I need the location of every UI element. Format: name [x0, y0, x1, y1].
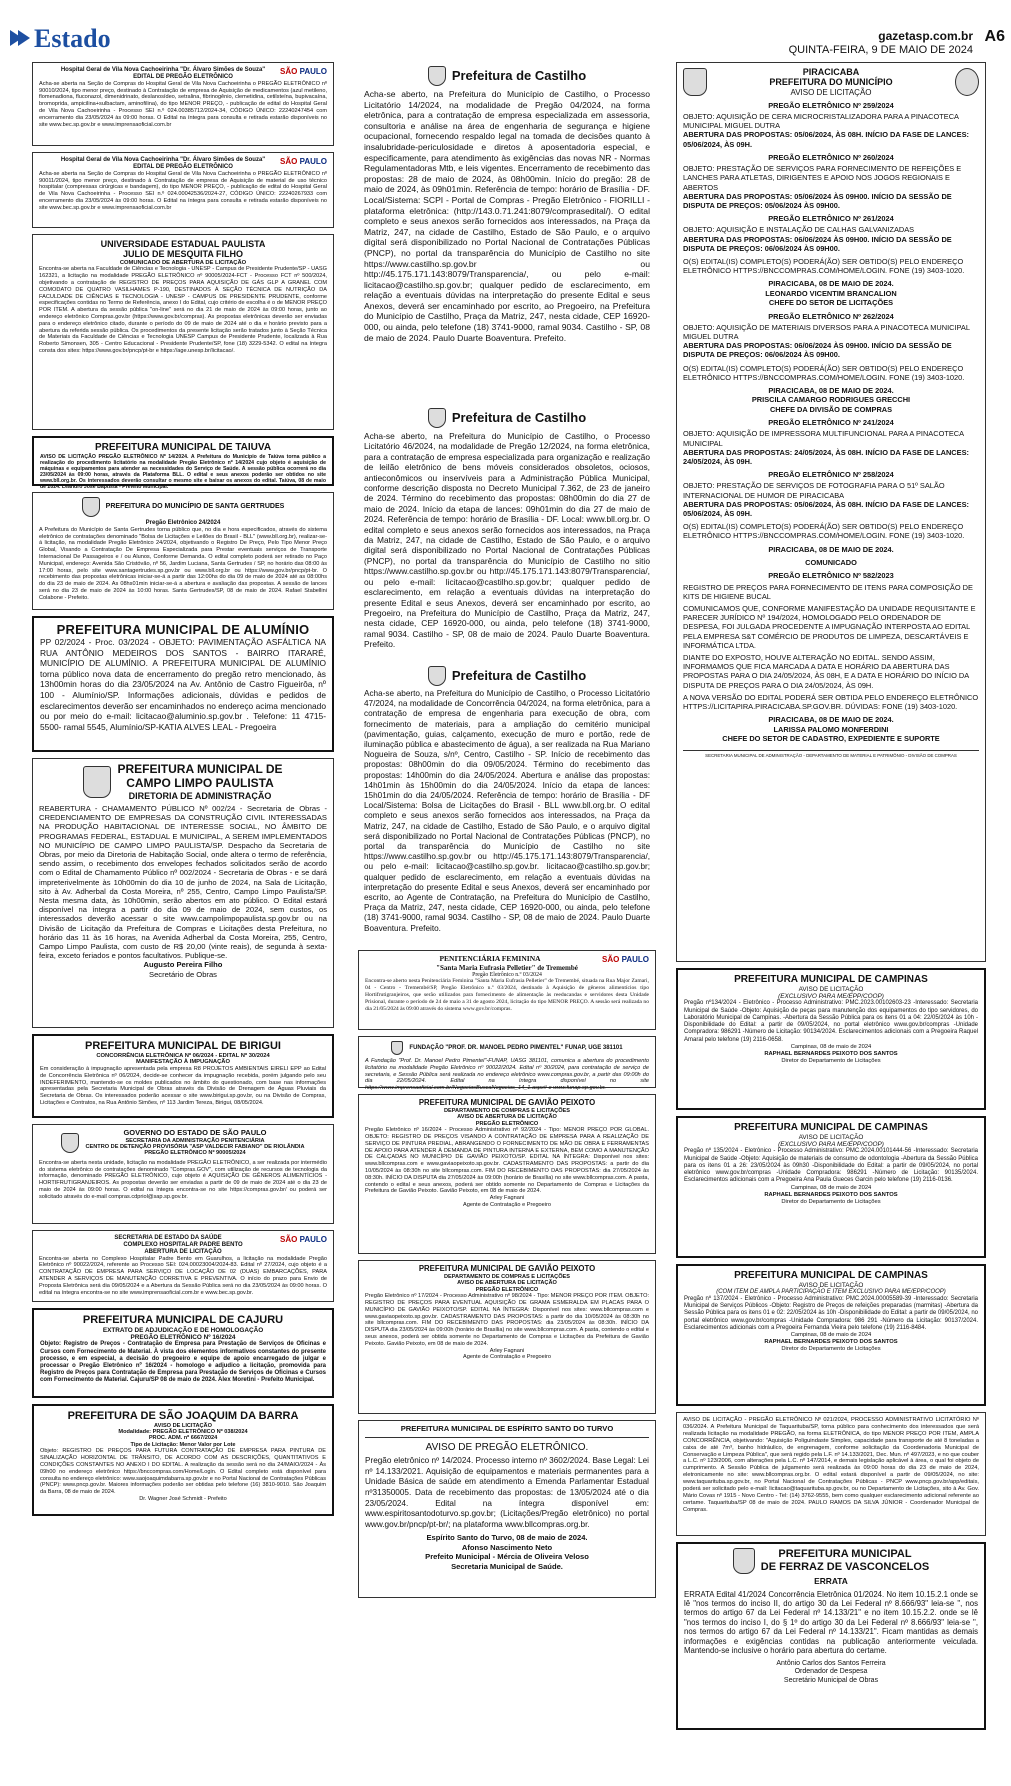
notice-header [39, 1129, 327, 1157]
signature-date: Espírito Santo do Turvo, 08 de maio de 2024. [426, 1533, 588, 1543]
notice-subtitle: Pregão Eletrônico n.º 03/2024 [472, 971, 542, 978]
notice-title: FUNDAÇÃO "PROF. DR. MANOEL PEDRO PIMENTEL" FUNAP, UGE 381101 [409, 1044, 623, 1051]
notice-subtitle: ERRATA [814, 1576, 848, 1586]
notice-subtitle: Tipo de Licitação: Menor Valor por Lote [130, 1441, 236, 1448]
signature-role: Ordenador de Despesa [794, 1668, 868, 1676]
notice-subtitle: DEPARTAMENTO DE COMPRAS E LICITAÇÕES [443, 1273, 571, 1280]
notice-subtitle: ABERTURA DE LICITAÇÃO [144, 1248, 222, 1255]
signature-role: Diretor do Departamento de Licitações [781, 1058, 881, 1064]
notice-title: PREFEITURA MUNICIPAL DE BIRIGUI [85, 1040, 281, 1052]
notice-text: Pregão Eletrônico nº 17/2024 - Processo Administrativo nº 98/2024 - Tipo: MENOR PREÇO POR ITEM. OBJETO: REGISTRO DE PREÇOS PARA EVENTUAL AQUISIÇÃO DE GRAMA ESMERALDA EM PLACAS PARA O MUNICÍPIO DE GAVIÃO PEIXOTO/SP. EDITAL NA ÍNTEGRA: Disponível nos sites: www.bllcompras.com e www.gaviaopeixoto.sp.gov.br. CADASTRAMENTO DAS PROPOSTAS: a partir do dia 10/05/2024 às 08:30h no site bllcompras.com. FIM DO RECEBIMENTO DAS PROPOSTAS: dia 23/05/2024 às 08:30h. INÍCIO DA DISPUTA dia 23/05/2024 às 09:00h (horário de Brasília) no site www.bllcompras.com. A pasta, contendo o edital e seus anexos, poderá ser obtida somente no Departamento de Compras e Licitações da Prefeitura de Gavião Peixoto. Gavião Peixoto, em 08 de maio de 2024. [365, 1293, 649, 1347]
signature-name: LARISSA PALOMO MONFERDINI [773, 724, 889, 734]
notice-header [684, 1548, 978, 1574]
notice-castilho-2 [358, 404, 656, 656]
signature-name: RAPHAEL BERNARDES PEIXOTO DOS SANTOS [764, 1051, 898, 1057]
header-info [789, 30, 973, 57]
notice-title: PREFEITURA MUNICIPAL DE CAMPINAS [734, 1270, 928, 1281]
coat-of-arms-icon [428, 66, 446, 86]
notice-title: Prefeitura de Castilho [451, 67, 587, 83]
pregao-582 [683, 571, 979, 711]
notice-text: Pregão nº 137/2024 - Eletrônico - Processo Administrativo: PMC.2024.00005589-39 -Interessado: Secretaria Municipal de Serviços Públicos -Objeto: Registro de Preços de refeições preparadas (marmitas) -Abertura da Sessão Pública para os itens 01 e 02: 22/05/2024 às 10h -Disponibilidade do Edital: a partir de 09/05/2024, no portal eletrônico www.gov.br/compras -Unidade Compradora: 986 291 -Número da Licitação: 90137/2024. Esclarecimentos adicionais com a Pregoeira Fernanda Vieira pelo telefone (19) 2116-8484. [684, 1295, 978, 1331]
pregao-object: OBJETO: PRESTAÇÃO DE SERVIÇOS PARA FORNECIMENTO DE REFEIÇÕES E LANCHES PARA ATLETAS, DIRIGENTES E APOIO NOS JOGOS REGIONAIS E ABERTOS [683, 164, 962, 192]
signature-name: RAPHAEL BERNARDES PEIXOTO DOS SANTOS [764, 1191, 898, 1198]
notice-subtitle: Pregão Eletrônico 24/2024 [145, 520, 221, 526]
notice-title: PREFEITURA DE SÃO JOAQUIM DA BARRA [67, 1410, 299, 1422]
pregao-dates: ABERTURA DAS PROPOSTAS: 24/05/2024, ÀS 08H. INÍCIO DA FASE DE LANCES: 24/05/2024, ÀS 09H. [683, 447, 969, 466]
notice-title: PREFEITURA MUNICIPAL DE ESPÍRITO SANTO DO TURVO [365, 1425, 649, 1438]
signature-name: RAPHAEL BERNARDES PEIXOTO DOS SANTOS [764, 1339, 898, 1346]
pregao-text: DIANTE DO EXPOSTO, HOUVE ALTERAÇÃO NO EDITAL. SENDO ASSIM, INFORMAMOS QUE FICA MARCADA A DATA E HORÁRIO DA ABERTURA DAS PROPOSTAS PARA O DIA 24/05/2024, ÀS 08H, E A DATA E HORÁRIO DO INÍCIO DA DISPUTA DE PREÇOS PARA O DIA 24/05/2024, ÀS 09H. [683, 653, 969, 690]
signature-role: Diretor do Departamento de Licitações [781, 1346, 881, 1353]
notice-text: ERRATA Edital 41/2024 Concorrência Eletrônica 01/2024. No item 10.15.2.1 onde se lê "nos termos do inciso II, do artigo 30 da Lei Federal nº 8.666/93" leia-se ", nos termos do artigo 67 da Lei Federal nº 14.133/21" e no item 10.15.2.2. onde se lê "nos termos do inciso I, do § 1º do artigo 30 da Lei Federal nº 8.666/93" leia-se ", nos termos do artigo 67 da Lei Federal nº 14.133/21". Ficam mantidas as demais informações e exigências contidas na publicação anteriormente veiculada. Mantendo-se inclusive o horário para abertura do certame. [684, 1589, 978, 1656]
coat-of-arms-icon [733, 1548, 755, 1574]
notice-title: PENITENCIÁRIA FEMININA [439, 954, 541, 963]
signature-name: Arley Fagnani [489, 1195, 525, 1202]
signature-name: Afonso Nascimento Neto [461, 1542, 553, 1552]
notice-subtitle: (COM ITEM DE AMPLA PARTICIPAÇÃO E ITEM EXCLUSIVO PARA ME/EPP/COOP) [716, 1288, 946, 1295]
notice-subtitle: (EXCLUSIVO PARA ME/EPP/COOP) [778, 1140, 884, 1148]
estado-logo-icon [8, 27, 32, 49]
coat-of-arms-icon [61, 1133, 79, 1153]
page-number: A6 [984, 28, 1005, 45]
pregao-object: REGISTRO DE PREÇOS PARA FORNECIMENTO DE ITENS PARA COMPOSIÇÃO DE KITS DE HIGIENE BUCAL [683, 582, 973, 601]
notice-castilho-1 [358, 62, 656, 398]
signature-date: PIRACICABA, 08 DE MAIO DE 2024. [768, 279, 894, 289]
notice-title: DE FERRAZ DE VASCONCELOS [760, 1561, 930, 1573]
notice-subtitle: MANIFESTAÇÃO À IMPUGNAÇÃO [136, 1059, 230, 1066]
notice-birigui [32, 1034, 334, 1118]
notice-text: REABERTURA - CHAMAMENTO PÚBLICO Nº 002/24 - Secretaria de Obras - CREDENCIAMENTO DE EMPRESAS DA CONSTRUÇÃO CIVIL INTERESSADAS NA PRODUÇÃO HABITACIONAL DE INTERESSE SOCIAL, NO ÂMBITO DE PROGRAMAS FEDERAL, ESTADUAL E MUNICIPAL, A SEREM IMPLEMENTADOS NO MUNICÍPIO DE CAMPO LIMPO PAULISTA/SP. Despacho da Secretaria de Obras, por meio da Diretoria de Habitação Social, onde altera o termo de referência, sendo assim, o recebimento dos envelopes fechados solicitados serão de acordo com o Edital de Chamamento Público nº 002/2024 - Secretaria de Obras - e se dará impreterivelmente às 10h00min do dia 10 de junho de 2024, na Sala de Licitação, sito à Av. Adherbal da Costa Moreira, nº 255, Centro, Campo Limpo Paulista/SP. Nesta mesma data, às 10h00min, serão abertos em ato público. O Edital estará disponível na íntegra a partir do dia 09 de maio de 2024, sem custos, os interessados deverão acessar o site www.campolimpopaulista.sp.gov.br ou na Divisão de Licitação da Prefeitura de Compras e Licitações desta Prefeitura, no horário das 11 às 16 horas, na Avenida Adherbal da Costa Moreira, 255, Centro, Campo Limpo Paulista, com custo de R$ 20,00 (vinte reais), de segunda à sexta-feira, exceto feriados e pontos facultativos. Publique-se. [39, 803, 327, 961]
pregao-text: COMUNICAMOS QUE, CONFORME MANIFESTAÇÃO DA UNIDADE REQUISITANTE E PARECER JURÍDICO Nº 194/2024, HOMOLOGADO PELO ORDENADOR DE DESPESA, FOI JULGADA PROCEDENTE A IMPUGNAÇÃO INTERPOSTA AO EDITAL PELA EMPRESA S&T COMÉRCIO DE PRODUTOS DE LIMPEZA, DESCARTÁVEIS E INFORMÁTICA LTDA. [683, 604, 976, 650]
notice-campinas-2 [676, 1116, 986, 1258]
notice-subtitle: CENTRO DE DETENÇÃO PROVISÓRIA "ASP VALDECIR FABIANO" DE RIOLÂNDIA [85, 1144, 305, 1151]
notice-taquarituba [676, 1412, 986, 1536]
notice-title: PREFEITURA DO MUNICÍPIO [769, 77, 893, 88]
notice-text: Acha-se aberta na Seção de Compras do Hospital Geral de Vila Nova Cachoeirinha o PREGÃO ELETRÔNICO nº 90011/2024, tipo menor preço, destinado à Contratação de empresa de Aquisição de material de uso técnico hospitalar (compressas cirúrgicas e bandagem), do tipo MENOR PREÇO, - publicação de edital do Hospital Geral de Vila Nova Cachoeirinha - Processo SEI n.º 024.00042536/2024-27, CÓDIGO ÚNICO: 22240267933 com encerramento dia 23/05/2024 às 09:00 horas. O Edital na íntegra para consulta e retirada estarão disponíveis no site www.bec.sp.gov.br e www.imprensaoficial.com.br [39, 170, 327, 211]
notice-subtitle: AVISO DE LICITAÇÃO [798, 985, 864, 993]
notice-title: Hospital Geral de Vila Nova Cachoeirinha "Dr. Álvaro Simões de Souza" [60, 67, 266, 73]
signature-name: LEONARDO VICENTIM BRANCALION [765, 288, 897, 298]
notice-title: Prefeitura de Castilho [451, 667, 587, 683]
coat-of-arms-icon [83, 766, 111, 798]
notice-text: Acha-se aberto, na Prefeitura do Município de Castilho, o Processo Licitatório 14/2024, na modalidade de Pregão 04/2024, na forma eletrônica, para a contratação de empresa especializada em assessoria, consultoria e análise na área de engenharia de segurança e higiene ocupacional, fornecendo respaldo legal na tomada de decisões quanto à insalubridade-periculosidade e diretos à aposentadoria especial, e especificamente, para atendimento às exigências das novas NR - Normas Regulamentadoras Mtb, e leis vigentes. Encerramento de recebimento das propostas: 28 de maio de 2024, às 08h00min. Início do pregão: 28 de maio de 2024, às 09h01min. Referência de tempo: horário de Brasília - DF. Local/Sistema: SCPI - Portal de Compras - Pregão Eletrônico - FIORILLI - plataforma eletrônica: (http://143.0.71.241:8079/comprasedital/). O edital completo e seus anexos serão fornecidos aos interessados, na Praça da Matriz, 247, na cidade de Castilho, Estado de São Paulo, e o arquivo digital será disponibilizado no Portal Nacional de Contratações Públicas (PNCP), no portal da transparência do Município de Castilho no site https://www.castilho.sp.gov.br ou http://45.175.171.143:8079/Transparencia/, ou pelo e-mail: licitacao@castilho.sp.gov.br; qualquer pedido de esclarecimento, em relação a eventuais dúvidas na interpretação do presente Edital e seus Anexos, deverá ser encaminhado por escrito, ao Pregoeiro, na Prefeitura do Município de Castilho, Praça da Matriz, 247, nesta cidade, CEP 16920-000, ou ainda, pelo telefone (18) 3741-9000, ramal 9034. Castilho - SP, 08 de maio de 2024. Paulo Duarte Boaventura. Prefeito. [364, 89, 650, 343]
edital-info: O(S) EDITAL(IS) COMPLETO(S) PODERÁ(ÃO) SER OBTIDO(S) PELO ENDEREÇO ELETRÔNICO HTTPS://BNCCOMPRAS.COM/HOME/LOGIN. FONE (19) 3403-1020. [683, 522, 965, 541]
notice-subtitle: AVISO DE LICITAÇÃO [798, 1281, 864, 1289]
notice-santa-gertrudes [32, 492, 334, 610]
notice-footer: SECRETARIA MUNICIPAL DE ADMINISTRAÇÃO - DEPARTAMENTO DE MATERIAL E PATRIMÔNIO - DIVISÃO DE COMPRAS [683, 750, 979, 758]
notice-text: Acha-se aberto, na Prefeitura do Município de Castilho, o Processo Licitatório 47/2024, na modalidade de Concorrência 04/2024, na forma eletrônica, para a contratação de empresa de engenharia para execução de obra, com fornecimento de materiais, para a ampliação do cemitério municipal (pavimentação, guias, calçamento, execução de muro e portão, rede de iluminação pública e abastecimento de água), a ser realizada na Rua Mariano Nogueira de Souza, s/nº, Centro, Castilho - SP. Início de recebimento das propostas: 08h00min do dia 09/05/2024. Término do recebimento das propostas: 14h00min do dia 24/05/2024. Abertura e análise das propostas: 14h01min às 15h00min do dia 24/05/2024. Início da etapa de lances: 15h01min do dia 24/05/2024. Referência de tempo: horário de Brasília - DF Local/Sistema: Bolsa de Licitações do Brasil - BLL www.bll.org.br. O edital completo e seus anexos serão fornecidos aos interessados, na Praça da Matriz, 247, na cidade de Castilho, Estado de São Paulo, e o arquivo digital será disponibilizado no Portal Nacional de Contratações Públicas (PNCP), no portal da transparência do Município de Castilho no site https://www.castilho.sp.gov.br ou http://45.175.171.143:8079/Transparencia/, ou pelo e-mail: licitacao@castilho.sp.gov.br. licitacao@castilho.sp.gov.br; qualquer pedido de esclarecimento, em relação a eventuais dúvidas na interpretação do presente Edital e seus Anexos, deverá ser encaminhado por escrito, ao Agente de Contratação, na Prefeitura do Município de Castilho, Praça da Matriz, 247, nesta cidade, CEP 16920-000, ou ainda, pelo telefone (18) 3741-9000, ramal 9034. Castilho - SP, 08 de maio de 2024. Paulo Duarte Boaventura. Prefeito. [364, 689, 650, 933]
notice-subtitle: PREGÃO ELETRÔNICO Nº 90005/2024 [144, 1150, 246, 1157]
notice-gaviao-2 [358, 1260, 656, 1414]
signature: Dr. Wagner José Schmidt - Prefeito [139, 1495, 227, 1502]
pregao-object: OBJETO: PRESTAÇÃO DE SERVIÇOS DE FOTOGRAFIA PARA O 51º SALÃO INTERNACIONAL DE HUMOR DE PIRACICABA [683, 481, 945, 500]
notice-text: PP 02/2024 - Proc. 03/2024 - OBJETO: PAVIMENTAÇÃO ASFÁLTICA NA RUA ANTÔNIO MEDEIROS DOS SANTOS - BAIRRO ITARARÉ, MUNICÍPIO DE ALUMÍNIO. A PREFEITURA MUNICIPAL DE ALUMÍNIO torna público nova data de encerramento do pregão retro mencionado, às 13h00min horas do dia 23/05/2024 na Av. Antônio de Castro Figueirôa, nº 100 - Alumínio/SP. Informações adicionais, dúvidas e pedidos de esclarecimentos deverão ser encaminhados no endereço acima mencionado ou por meio do e-mail: licitacao@aluminio.sp.gov.br . Telefone: 11 4715-5500- ramal 5545, Alumínio/SP-KATIA ALVES LEAL - Pregoeira [40, 637, 326, 732]
pregao-title: PREGÃO ELETRÔNICO Nº 261/2024 [768, 214, 894, 224]
notice-title: PREFEITURA MUNICIPAL DE CAMPINAS [734, 1122, 928, 1133]
edital-info: O(S) EDITAL(IS) COMPLETO(S) PODERÁ(ÃO) SER OBTIDO(S) PELO ENDEREÇO ELETRÔNICO HTTPS://BNCCOMPRAS.COM/HOME/LOGIN. FONE (19) 3403-1020. [683, 256, 965, 276]
coat-of-arms-icon [428, 666, 446, 686]
sp-gov-logo: SÃO PAULO [280, 157, 327, 166]
notice-header [39, 497, 327, 517]
pregao-241 [683, 418, 979, 466]
notice-text: Pregão nº 135/2024 - Eletrônico - Processo Administrativo: PMC.2024.00101444-56 -Interessado: Secretaria Municipal de Saúde -Objeto: Aquisição de materiais de consumo de odontologia -Abertura da Sessão Pública para os itens 01 a 26: 23/05/2024 às 09h30 -Disponibilidade do Edital: a partir de 09/05/2024, no portal eletrônico www.gov.br/compras -Unidade Compradora: 986291 -Número de Licitação: 90135/2024. Esclarecimentos adicionais com a Pregoeira Ana Paula Gueces Garcin pelo telefone (19) 2116-0136. [684, 1148, 978, 1184]
signature-date: Campinas, 08 de maio de 2024 [790, 1184, 872, 1191]
notice-title: PREFEITURA MUNICIPAL DE [117, 762, 283, 776]
pregao-262 [683, 312, 979, 360]
notice-subtitle: DEPARTAMENTO DE COMPRAS E LICITAÇÕES [443, 1107, 571, 1114]
signature-date: Campinas, 08 de maio de 2024 [790, 1332, 872, 1339]
notice-text: Pregão Eletrônico nº 16/2024 - Processo Administrativo nº 92/2024 - Tipo: MENOR PREÇO POR GLOBAL. OBJETO: REGISTRO DE PREÇOS VISANDO A CONTRATAÇÃO DE EMPRESA PARA A REALIZAÇÃO DE SERVIÇO DE PINTURA PREDIAL, ABRANGENDO O FORNECIMENTO DE MÃO DE OBRA E FERRAMENTAS DE APOIO PARA ATENDER À DEMANDA DE PINTURA INTERNA E EXTERNA, BEM COMO A MANUTENÇÃO DE CALÇADAS NO MUNICÍPIO DE GAVIÃO PEIXOTO/SP. EDITAL NA ÍNTEGRA: Disponível nos sites: www.bllcompras.com e www.gaviaopeixoto.sp.gov.br. CADASTRAMENTO DAS PROPOSTAS: a partir do dia 10/05/2024 às 08:30h no site bllcompras.com. FIM DO RECEBIMENTO DAS PROPOSTAS: dia 27/05/2024 às 08:30h. INÍCIO DA DISPUTA dia 27/05/2024 às 09:00h (horário de Brasília) no site www.bllcompras.com. A pasta, contendo o edital e seus anexos, poderá ser obtido somente no Departamento de Compras e Licitações da Prefeitura de Gavião Peixoto. Gavião Peixoto, em 08 de maio de 2024. [365, 1127, 649, 1195]
notice-subtitle: DIRETORIA DE ADMINISTRAÇÃO [128, 790, 272, 801]
coat-of-arms-icon [683, 68, 707, 96]
notice-campinas-3 [676, 1264, 986, 1406]
notice-title: PREFEITURA MUNICIPAL DE CAMPINAS [734, 974, 928, 985]
notice-title: PREFEITURA MUNICIPAL [778, 1548, 912, 1561]
notice-saude [32, 1230, 334, 1302]
site-name: gazetasp.com.br [878, 29, 973, 43]
sp-gov-logo: SÃO PAULO [280, 67, 327, 76]
notice-text: Pregão nº134/2024 - Eletrônico - Processo Administrativo: PMC.2023.00102603-23 -Interessado: Secretaria Municipal de Saúde -Objeto: Aquisição de peças para manutenção dos equipamentos do tipo servidores, do Laboratório Municipal de Campinas. -Abertura da Sessão Pública para os itens 01 a 04: 22/05/2024 às 10h -Disponibilidade do Edital: a partir de 09/05/2024, no portal eletrônico www.gov.br/compras -Unidade Compradora: 986291 -Número de Licitação: 90134/2024. Esclarecimentos adicionais com a Pregoeira Raquel Amaral pelo telefone (19) 2116-0658. [684, 1000, 978, 1043]
notice-header [364, 666, 650, 686]
notice-text: AVISO DE LICITAÇÃO PREGÃO ELETRÔNICO Nº 14/2024. A Prefeitura do Município de Taiúva torna público a realização do procedimento licitatório na modalidade Pregão Eletrônico nº 14/2024 cujo objeto é aquisição de máquinas e equipamentos para atender as necessidades do Serviço de Saúde. A sessão pública ocorrerá no dia 23/05/2024 às 09:00 horas, através da Plataforma BLL. O edital e seus anexos poderão ser obtidos no site www.bll.org.br. Os interessados deverão consultar o mesmo site e baixar os anexos do edital. Taiúva, 08 de maio de 2024. Leandro José Baptista - Prefeito Municipal. [40, 453, 326, 490]
pregao-title: PREGÃO ELETRÔNICO Nº 259/2024 [768, 100, 894, 110]
pregao-title: PREGÃO ELETRÔNICO Nº 258/2024 [768, 470, 894, 480]
notice-title: PREFEITURA MUNICIPAL DE ALUMÍNIO [56, 622, 310, 637]
notice-title: PREFEITURA MUNICIPAL DE CAJURU [82, 1314, 284, 1326]
notice-espirito-santo [358, 1420, 656, 1598]
notice-campo-limpo [32, 758, 334, 1028]
pregao-dates: ABERTURA DAS PROPOSTAS: 05/06/2024, ÀS 08H. INÍCIO DA FASE DE LANCES: 05/06/2024, ÀS 09H. [683, 130, 969, 149]
pregao-text: A NOVA VERSÃO DO EDITAL PODERÁ SER OBTIDA PELO ENDEREÇO ELETRÔNICO HTTPS://LICITAPIRA.PIRACICABA.SP.GOV.BR. DÚVIDAS: FONE (19) 3403-1020. [683, 692, 979, 712]
signature-role: Secretaria Municipal de Saúde. [451, 1561, 563, 1571]
notice-text: Encontra-se aberto nesta Penitenciária Feminina "Santa Maria Eufrasia Pelletier" de Tremembé, situada na Rua Major Zamari, 04 - Centro - Tremembé/SP, Pregão Eletrônico n.º 03/2024, destinado à Aquisição de gêneros alimentícios tipo Hortifrutigranjeiros, que serão utilizados para fornecimento de alimentação às reeducandas e servidores desta Unidade Prisional, durante o período de 24 de maio a 31 de agosto 2024, licitação do tipo MENOR PREÇO. A sessão será realizada no dia 21/05/2024 às 09:00 através do sistema www.gov.br/compras. [365, 978, 649, 1012]
pregao-title: PREGÃO ELETRÔNICO Nº 241/2024 [768, 418, 894, 428]
pregao-title: PREGÃO ELETRÔNICO Nº 262/2024 [768, 311, 894, 321]
pregao-object: OBJETO: AQUISIÇÃO DE CERA MICROCRISTALIZADORA PARA A PINACOTECA MUNICIPAL MIGUEL DUTRA [683, 112, 959, 131]
notice-subtitle: Modalidade: PREGÃO ELETRÔNICO Nº 038/2024 [118, 1429, 248, 1436]
pregao-title: PREGÃO ELETRÔNICO Nº 582/2023 [768, 571, 894, 581]
notice-subtitle: SECRETARIA DA ADMINISTRAÇÃO PENITENCIÁRIA [125, 1137, 265, 1144]
signature-role: CHEFE DO SETOR DE CADASTRO, EXPEDIENTE E SUPORTE [722, 734, 940, 744]
notice-title: PIRACICABA [802, 67, 860, 77]
notice-aluminio [32, 616, 334, 752]
notice-title: Prefeitura de Castilho [451, 409, 587, 425]
seal-icon [955, 68, 979, 96]
column-1 [32, 62, 334, 1522]
notice-ferraz [676, 1542, 986, 1730]
notice-sao-joaquim [32, 1404, 334, 1516]
signature-role: Agente de Contratação e Pregoeiro [462, 1354, 551, 1361]
notice-gaviao-1 [358, 1094, 656, 1254]
notice-subtitle: COMUNICADO DE ABERTURA DE LICITAÇÃO [119, 259, 247, 266]
notice-subtitle: AVISO DE ABERTURA DE LICITAÇÃO [457, 1114, 557, 1121]
pregao-object: OBJETO: AQUISIÇÃO DE IMPRESSORA MULTIFUNCIONAL PARA A PINACOTECA MUNICIPAL [683, 429, 964, 448]
notice-text: Objeto: REGISTRO DE PREÇOS PARA FUTURA CONTRATAÇÃO DE EMPRESA PARA PINTURA DE SINALIZAÇÃO HORIZONTAL DE TRÂNSITO, DE ACORDO COM AS DESCRIÇÕES, QUANTITATIVOS E CONDIÇÕES CONSTANTES NO ANEXO I DO EDITAL. A realização da sessão será no dia 24/MAIO/2024 - Às 09h00 no endereço eletrônico https://bnccompras.com/Home/Login. O Edital completo está disponível para consulta no endereço eletrônico: www.saojoaquimdabarra.sp.gov.br e no Portal Nacional de Contratações Públicas (PNCP): www.pncp.gov.br. Maiores informações poderão ser obtidas pelo telefone (16) 3810-9010. São Joaquim da Barra, 08 de maio de 2024. [40, 1448, 326, 1496]
notice-subtitle: (EXCLUSIVO PARA ME/EPP/COOP) [778, 992, 884, 1000]
notice-text: Objeto: Registro de Preços - Contratação de Empresa para Prestação de Serviços de Oficinas e Cursos com Fornecimento de Material. À vista dos elementos informativos constantes do presente processo, e em especial, a decisão do pregoeiro e equipe de apoio encarregado de julgar e processar o Pregão Eletrônico nº 16/2024 - homologo e adjudico a licitação, promovida para Registro de Preços para Contratação de Empresa para Prestação de Serviços de Oficinas e Cursos com Fornecimento de Material. Cajuru/SP 08 de maio de 2024. Alex Moretini - Prefeito Municipal. [40, 1341, 326, 1384]
signature-role: CHEFE DO SETOR DE LICITAÇÕES [768, 298, 894, 308]
notice-header [39, 763, 327, 801]
notice-text: Encontra-se aberta na Faculdade de Ciências e Tecnologia - UNESP - Campus de Presidente Prudente/SP - UASG 162321, a licitação na modalidade PREGÃO ELETRÔNICO nº 90005/2024-FCT - Processo FCT nº 500/2024, objetivando a contratação de REGISTRO DE PREÇOS PARA AQUISIÇÃO DE GÁS GLP A GRANEL COM COMODATO DE QUATRO VASILHAMES P-190, DESTINADOS À SEÇÃO TÉCNICA DE NUTRIÇÃO DA FACULDADE DE CIÊNCIAS E TECNOLOGIA - UNESP - CAMPUS DE PRESIDENTE PRUDENTE, conforme especificações contidas no Termo de Referência, anexo I do Edital, cujo critério de escolha é o de MENOR PREÇO POR ITEM. A abertura da sessão pública "on-line" será no dia 21 de maio de 2024 às 09:00 horas, junto ao endereço eletrônico Compras.gov.br (https://www.gov.br/compras). As propostas eletrônicas deverão ser enviadas para o endereço eletrônico citado, durante o período do 09 de maio de 2024 até o dia e horário previsto para a abertura da referida sessão pública. Os procedimentos da presente licitação serão tratados junto à Seção Técnica de Materiais da Faculdade de Ciências e Tecnologia UNESP Campus de Presidente Prudente, localizada à Rua Roberto Simonsen, 305 - Centro Educacional - Presidente Prudente/SP, fone (18) 3229-5342. O edital na íntegra consta dos sites: https://www.gov.br/pncp/pt-br e https://age.unesp.br/licitacao/. [39, 266, 327, 354]
pregao-dates: ABERTURA DAS PROPOSTAS: 06/06/2024 ÀS 09H00. INÍCIO DA SESSÃO DE DISPUTA DE PREÇOS: 06/06/2024 ÀS 09H00. [683, 341, 952, 360]
notice-subtitle: AVISO DE LICITAÇÃO [154, 1422, 212, 1429]
notice-title: Hospital Geral de Vila Nova Cachoeirinha "Dr. Álvaro Simões de Souza" [60, 157, 266, 163]
notice-subtitle: PREGÃO ELETRÔNICO Nº 16/2024 [130, 1334, 236, 1341]
column-3 [676, 62, 986, 1736]
notice-header [683, 67, 979, 97]
pregao-object: OBJETO: AQUISIÇÃO DE MATERIAIS DIVERSOS PARA A PINACOTECA MUNICIPAL MIGUEL DUTRA [683, 322, 970, 341]
notice-text: A Prefeitura do Município de Santa Gertrudes torna público que, no dia e hora especificados, através do sistema eletrônico de contratações denominado "Bolsa de Licitações e Leilões do Brasil - BLL" (www.bll.org.br), realizar-se-á licitação, na modalidade Pregão Eletrônico 24/2024, objetivando o Registro De Preço, Pelo Tipo Menor Preço Global, Visando a Contratação De Empresa Especializada para Prestar eventuais serviços de Transporte Internacional De Passageiros e / ou Alunos, Conforme Demanda. O edital completo poderá ser retirado no Paço Municipal, endereço: Avenida São Cristóvão, nº 56, Jardim Luciana, Santa Gertrudes / SP, no horário das 08:00 às 17:00 horas, pelo site www.santagertrudes.sp.gov.br ou www.bll.org.br ou https://www.gov.br/pncp/pt-br. O recebimento das propostas eletrônicas iniciar-se-á a partir das 12:00hs do dia 09 de maio de 2024 até as 08:00hs do dia 23 de maio de 2024. As 08hs01min iniciar-se-á a abertura e avaliação das propostas. A sessão de lances será no dia 23 de maio de 2024 às 10:00 horas. Santa Gertrudes/SP, 08 de maio de 2024. Rafael Stabellini Colabone - Prefeito. [39, 526, 327, 601]
notice-subtitle: EDITAL DE PREGÃO ELETRÔNICO [133, 163, 233, 170]
notice-title: "Santa Maria Eufrasia Pelletier" de Tremembé [436, 963, 578, 972]
coat-of-arms-icon [391, 1041, 403, 1055]
pregao-dates: ABERTURA DAS PROPOSTAS: 06/06/2024 ÀS 09H00. INÍCIO DA SESSÃO DE DISPUTA DE PREÇOS: 06/06/2024 ÀS 09H00. [683, 234, 952, 253]
notice-subtitle: AVISO DE PREGÃO ELETRÔNICO. [425, 1441, 589, 1453]
signature-role: Secretário Municipal de Obras [783, 1676, 879, 1684]
notice-text: A Fundação "Prof. Dr. Manoel Pedro Pimentel"-FUNAP, UASG 381101, comunica a abertura do procedimento licitatório na modalidade Pregão Eletrônico nº 90022/2024. Edital nº 30/2024, para contratação de serviço de secretaria, e Sessão Pública será realizada no endereço eletrônico www.compras.gov.br, a partir das 09:00h do dia 22/05/2024. Edital na íntegra disponível no site https://www.imprensaoficial.com.br/NegociosBuscaNegocios_14_1.aspx# e www.funap.sp.gov.br. [365, 1058, 649, 1092]
notice-taiuva [32, 436, 334, 490]
notice-hospital-1 [32, 62, 334, 146]
notice-title: UNIVERSIDADE ESTADUAL PAULISTA [100, 239, 266, 249]
notice-piracicaba [676, 62, 986, 962]
notice-title: CAMPO LIMPO PAULISTA [126, 775, 274, 790]
pregao-260 [683, 153, 979, 210]
signature-role: CHEFE DA DIVISÃO DE COMPRAS [769, 404, 893, 414]
signature-role: Diretor do Departamento de Licitações [781, 1198, 881, 1205]
notice-penitenciaria [358, 950, 656, 1030]
edital-info: O(S) EDITAL(IS) COMPLETO(S) PODERÁ(ÃO) SER OBTIDO(S) PELO ENDEREÇO ELETRÔNICO HTTPS://BNCCOMPRAS.COM/HOME/LOGIN. FONE (19) 3403-1020. [683, 363, 965, 382]
notice-subtitle: PREGÃO ELETRÔNICO [475, 1120, 539, 1127]
pregao-258 [683, 470, 979, 518]
notice-subtitle: AVISO DE ABERTURA DE LICITAÇÃO [457, 1280, 557, 1287]
column-2 [358, 62, 656, 1604]
signature-date: PIRACICABA, 08 DE MAIO DE 2024. [768, 544, 894, 554]
notice-text: AVISO DE LICITAÇÃO - PREGÃO ELETRÔNICO Nº 021/2024, PROCESSO ADMINISTRATIVO LICITATÓRIO Nº 036/2024. A Prefeitura Municipal de Taquarituba/SP, torna público para conhecimento dos interessados que será realizada licitação na modalidade PREGÃO, na forma ELETRÔNICA, do tipo MENOR PREÇO POR ITEM, AMPLA CONCORRÊNCIA, objetivando: "Aquisição Poliguindaste Simples, capacidade para transporte de até 8 toneladas a caixa de até 7m³, banho hidráulico, de engrenagem, conforme solicitação da Coordenadoria Municipal de Conservação e Limpeza Pública", que será regido pela L.F. nº 14.133/2021, Dec. Mun. nº 497/2023, e no que couber a L.C. nº 123/2006, com alterações pela L.C. nº 147/2014, e demais legislação aplicável à área, o qual foi objeto de cumprimento. A Sessão Pública de julgamento será realizada às 09:00 horas do dia 23 de maio de 2024, eletronicamente no site: www.bllcompras.org.br. O edital estará disponível a partir de 09/05/2024, no site: www.taquarituba.sp.gov.br, no Portal Nacional de Contratações Públicas - PNCP www.pncp.gov.br/app/editais, poderá ser solicitado pelo e-mail: licitacao@taquarituba.sp.gov.br, ou no Departamento de Licitações, sito à Av. Gov. Mário Covas nº 1915 - Novo Centro - Tel: (14) 3762-9555, bem como qualquer esclarecimento adicional referente ao certame. Taquarituba/SP 08 de maio de 2024. PAULO RAMOS DA SILVA JÚNIOR - Coordenador Municipal de Compras. [683, 1417, 979, 1513]
notice-governo-sp [32, 1124, 334, 1224]
notice-campinas-1 [676, 968, 986, 1110]
notice-title: SECRETARIA DE ESTADO DA SAÚDE [114, 1235, 222, 1241]
pregao-dates: ABERTURA DAS PROPOSTAS: 05/06/2024, ÀS 08H. INÍCIO DA FASE DE LANCES: 05/06/2024, ÀS 09H. [683, 499, 969, 519]
signature-date: PIRACICABA, 08 DE MAIO DE 2024. [768, 385, 894, 395]
coat-of-arms-icon [82, 497, 100, 517]
signature-date: Campinas, 08 de maio de 2024 [790, 1044, 872, 1050]
pregao-259 [683, 101, 979, 149]
notice-title: GOVERNO DO ESTADO DE SÃO PAULO [123, 1128, 267, 1137]
notice-text: Encontra-se aberta nesta unidade, licitação na modalidade PREGÃO ELETRÔNICO, a ser realizada por intermédio do sistema eletrônico de contratações denominado "Compras.GOV", com utilização de recursos de tecnologia da informação, denominado PREGÃO ELETRÔNICO, cujo objeto é AQUISIÇÃO DE GÊNEROS ALIMENTÍCIOS - HORTIFRUTIGRANJEIROS. As propostas deverão ser enviadas a partir de 09 de maio de 2024 até o dia 23 de maio de 2024 às 09:00 horas. O edital na íntegra encontra-se no site https://compras.gov.br/ ou poderá ser solicitado através do e-mail compras.cdpriol@sap.sp.gov.br. [39, 1159, 327, 1200]
notice-subtitle: PREGÃO ELETRÔNICO [475, 1286, 539, 1293]
notice-text: Acha-se aberto, na Prefeitura do Município de Castilho, o Processo Licitatório 46/2024, na modalidade de Pregão 12/2024, na forma eletrônica, para a contratação de empresa especializada para organização e realização de leilão eletrônico de bens móveis considerados obsoletos, ociosos, antieconômicos ou inservíveis para a Administração Pública Municipal, conforme descrição disposta no Decreto Municipal 7.362, de 23 de janeiro de 2024. Término do recebimento das propostas: 08h00min do dia 27 de maio de 2024. Início da etapa de lances: 09h01min do dia 27 de maio de 2024. Referência de tempo: horário de Brasília - DF. Local: www.bll.org.br. O edital completo e seus anexos serão fornecidos aos interessados, na Praça da Matriz, 247, na cidade de Castilho, Estado de São Paulo, e o arquivo digital será disponibilizado no Portal Nacional de Contratações Públicas (PNCP), no portal da transparência do Município de Castilho no sitio https://www.castilho.sp.gov.br ou http://45.175.171.143:8079/Transparencia/, ou pelo e-mail: licitacao@castilho.sp.gov.br; qualquer pedido de esclarecimento, em relação a eventuais dúvidas na interpretação do presente Edital e seus Anexos, deverá ser encaminhado por escrito, ao Pregoeiro, na Prefeitura do Município de Castilho, Praça da Matriz, 247, nesta cidade, CEP 16920-000, ou ainda, pelo telefone (18) 3741-9000, ramal 9034. Castilho - SP, 08 de maio de 2024. Paulo Duarte Boaventura. Prefeito. [364, 431, 650, 650]
signature-role: Agente de Contratação e Pregoeiro [462, 1201, 551, 1208]
pregao-261 [683, 214, 979, 253]
signature-role: Secretário de Obras [149, 969, 217, 979]
signature-name: Augusto Pereira Filho [143, 960, 223, 970]
notice-hospital-2 [32, 152, 334, 228]
notice-header [364, 66, 650, 86]
notice-header [364, 408, 650, 428]
notice-subtitle: COMPLEXO HOSPITALAR PADRE BENTO [123, 1241, 243, 1248]
signature-role: Prefeito Municipal - Mércia de Oliveira Veloso [425, 1552, 589, 1562]
notice-fundacao [358, 1036, 656, 1092]
notice-castilho-3 [358, 662, 656, 944]
notice-unesp [32, 234, 334, 430]
issue-date: QUINTA-FEIRA, 9 DE MAIO DE 2024 [788, 44, 973, 56]
brand-title: Estado [34, 24, 111, 53]
sp-gov-logo: SÃO PAULO [602, 955, 649, 964]
notice-title: PREFEITURA MUNICIPAL DE GAVIÃO PEIXOTO [418, 1264, 596, 1273]
notice-title: PREFEITURA DO MUNICÍPIO DE SANTA GERTRUDES [105, 502, 285, 510]
notice-title: PREFEITURA MUNICIPAL DE TAIUVA [94, 442, 272, 453]
notice-title: JULIO DE MESQUITA FILHO [122, 249, 243, 260]
notice-subtitle: AVISO DE LICITAÇÃO [790, 87, 872, 97]
coat-of-arms-icon [428, 408, 446, 428]
notice-subtitle: CONCORRÊNCIA ELETRÔNICA Nº 06/2024 - EDITAL Nº 30/2024 [96, 1052, 270, 1059]
pregao-title: PREGÃO ELETRÔNICO Nº 260/2024 [768, 152, 894, 162]
notice-subtitle: EXTRATO DE ADJUDICAÇÃO E DE HOMOLOGAÇÃO [102, 1326, 264, 1334]
comunicado-title: COMUNICADO [805, 558, 857, 568]
pregao-dates: ABERTURA DAS PROPOSTAS: 05/06/2024 ÀS 09H00. INÍCIO DA SESSÃO DE DISPUTA DE PREÇOS: 05/06/2024 ÀS 09H00. [683, 191, 952, 210]
signature-name: Antônio Carlos dos Santos Ferreira [776, 1659, 886, 1667]
notice-subtitle: PROC. ADM. nº 6667/2024 [148, 1435, 218, 1442]
notice-text: Acha-se aberta na Seção de Compras do Hospital Geral de Vila Nova Cachoeirinha o PREGÃO ELETRÔNICO nº 90010/2024, tipo menor preço, destinado à Contratação de empresa de Aquisição de medicamentos (azul metileno, flomenadiona, fluconazol, dimenidrinato, deslanosídeo, setralina, fibrinogênio, clemetidina, cetilsteína, bupivacaína, bromoprida, ampicilina+sulbactam, aminofilina), do tipo MENOR PREÇO, - publicação de edital do Hospital Geral de Vila Nova Cachoeirinha - Processo SEI n.º 024.00385712/2024-34, CÓDIGO ÚNICO: 22240247454 com encerramento dia 23/05/2024 às 09:00 horas. O Edital na íntegra para consulta e retirada estarão disponíveis no site www.bec.sp.gov.br e www.imprensaoficial.com.br [39, 80, 327, 128]
signature-date: PIRACICABA, 08 DE MAIO DE 2024. [768, 715, 894, 725]
notice-title: PREFEITURA MUNICIPAL DE GAVIÃO PEIXOTO [418, 1098, 596, 1107]
notice-cajuru [32, 1308, 334, 1398]
sp-gov-logo: SÃO PAULO [280, 1235, 327, 1244]
page-header [0, 0, 1011, 58]
signature-name: PRISCILA CAMARGO RODRIGUES GRECCHI [751, 395, 911, 405]
notice-header [365, 1041, 649, 1055]
notice-subtitle: AVISO DE LICITAÇÃO [798, 1133, 864, 1141]
notice-subtitle: EDITAL DE PREGÃO ELETRÔNICO [133, 73, 233, 80]
notice-text: Em consideração à impugnação apresentada pela empresa R8 PROJETOS AMBIENTAIS EIRELI EPP ao Edital de Concorrência Eletrônica nº 06/2024, decide-se conhecer da impugnação recebida, porém julgando pelo seu INDEFERIMENTO, mantendo-se os moldes publicados no âmbito do questionado, com base nas informações apresentadas pela Secretaria Municipal de Obras através da Divisão de Drenagem de Águas Pluviais da Secretaria de Obras. Os interessados poderão acessar o site www.birigui.sp.gov.br, ou na Divisão de Compras, Licitações e Contratos, na Rua Antônio Simões, nº 113 Jardim Tereza, Birigui, 08/05/2024. [40, 1065, 326, 1106]
notice-text: Pregão eletrônico nº 14/2024. Processo interno nº 3602/2024. Base Legal: Lei nº 14.133/2021. Aquisição de equipamentos e materiais permanentes para a Unidade Básica de saúde em atendimento a Emenda Parlamentar Estadual nº31350005. Data de recebimento das propostas: de 13/05/2024 até o dia 23/05/2024. Edital na íntegra disponível em: www.espiritosantodoturvo.sp.gov.br; (Licitações/Pregão eletrônico) no portal www.gov.br/pncp/pt-br/; na plataforma www.bllcompras.org.br. [365, 1456, 649, 1529]
notice-text: Encontra-se aberta no Complexo Hospitalar Padre Bento em Guarulhos, a licitação na modalidade Pregão Eletrônico nº 90022/2024, referente ao Processo SEI: 024.00023004/2024-83. Edital nº 27/2024, cujo objeto é a CONTRATAÇÃO DE EMPRESA PARA SERVIÇO DE LOCAÇÃO DE 02 (DUAS) EMBARCAÇÕES, PARA ATENDER A SERVIÇOS DE MANUTENÇÃO CORRETIVA E PREVENTIVA. O início do prazo para Envio de Proposta Eletrônica será dia 09/05/2024 e a Abertura da Sessão Pública será no dia 23/05/2024 às 09:00 horas. O edital na íntegra encontra-se no site www.imprensaoficial.com.br e www.bec.sp.gov.br. [39, 1255, 327, 1296]
signature-name: Arley Fagnani [489, 1347, 525, 1354]
pregao-object: OBJETO: AQUISIÇÃO E INSTALAÇÃO DE CALHAS GALVANIZADAS [683, 225, 915, 235]
